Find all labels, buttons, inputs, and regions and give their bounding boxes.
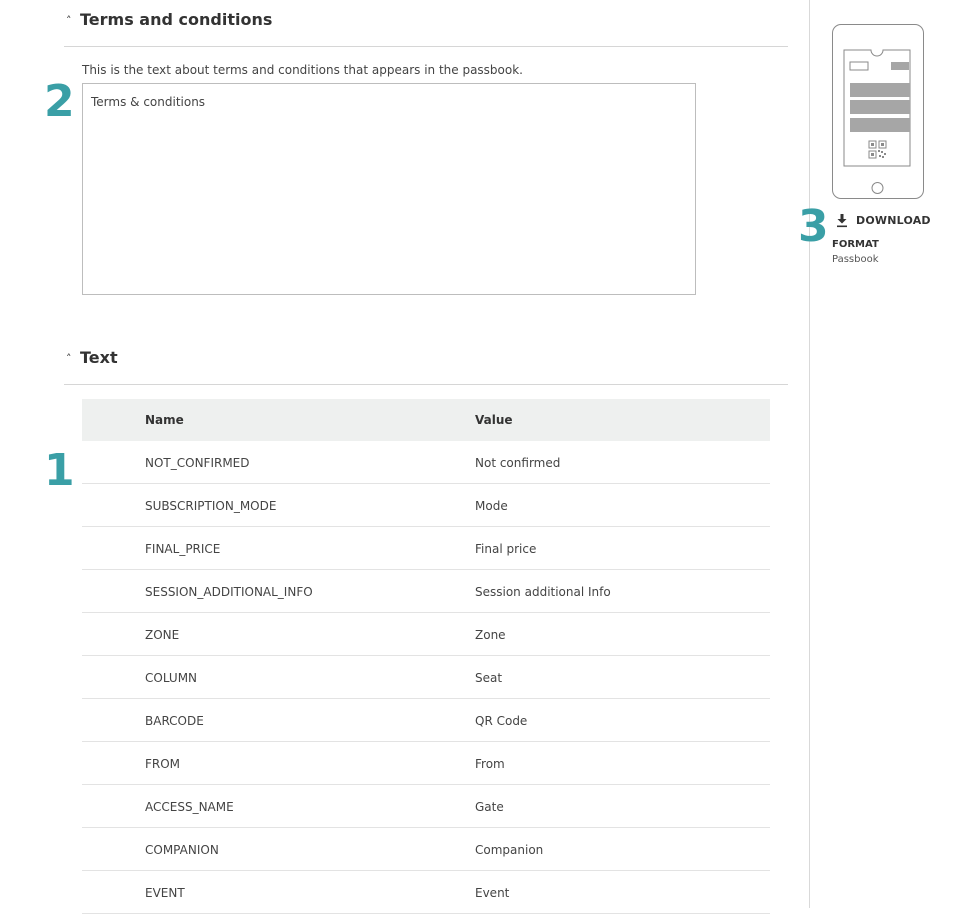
row-value: Mode bbox=[475, 499, 508, 513]
table-row[interactable] bbox=[82, 613, 770, 656]
format-value: Passbook bbox=[832, 254, 879, 265]
terms-section-title: Terms and conditions bbox=[80, 10, 273, 29]
row-value: QR Code bbox=[475, 714, 528, 728]
table-row[interactable] bbox=[82, 484, 770, 527]
text-section-header[interactable] bbox=[64, 338, 788, 385]
row-name: BARCODE bbox=[145, 714, 204, 728]
row-name: FROM bbox=[145, 757, 181, 771]
row-name: SUBSCRIPTION_MODE bbox=[145, 499, 277, 513]
row-name: NOT_CONFIRMED bbox=[145, 456, 250, 470]
chevron-up-icon[interactable]: ˄ bbox=[66, 352, 72, 365]
terms-section-header[interactable] bbox=[64, 0, 788, 47]
table-row[interactable] bbox=[82, 570, 770, 613]
download-icon bbox=[836, 214, 848, 228]
row-value: Not confirmed bbox=[475, 456, 561, 470]
format-label: FORMAT bbox=[832, 239, 879, 250]
table-header bbox=[82, 399, 770, 441]
table-row[interactable] bbox=[82, 828, 770, 871]
row-value: Session additional Info bbox=[475, 585, 611, 599]
row-value: From bbox=[475, 757, 505, 771]
table-row[interactable] bbox=[82, 527, 770, 570]
terms-textarea[interactable] bbox=[82, 83, 696, 295]
row-value: Gate bbox=[475, 800, 504, 814]
table-row[interactable] bbox=[82, 742, 770, 785]
terms-description: This is the text about terms and conditions that appears in the passbook. bbox=[82, 63, 523, 77]
table-row[interactable] bbox=[82, 656, 770, 699]
marker-2: 2 bbox=[44, 76, 75, 127]
row-value: Final price bbox=[475, 542, 537, 556]
table-row[interactable] bbox=[82, 785, 770, 828]
table-row[interactable] bbox=[82, 441, 770, 484]
column-header-name: Name bbox=[145, 413, 184, 427]
row-value: Zone bbox=[475, 628, 506, 642]
marker-3: 3 bbox=[798, 201, 829, 252]
table-row[interactable] bbox=[82, 699, 770, 742]
text-section-title: Text bbox=[80, 348, 118, 367]
download-label: DOWNLOAD bbox=[856, 214, 931, 227]
marker-1: 1 bbox=[44, 445, 75, 496]
row-value: Event bbox=[475, 886, 510, 900]
column-header-value: Value bbox=[475, 413, 513, 427]
row-name: ACCESS_NAME bbox=[145, 800, 234, 814]
row-name: FINAL_PRICE bbox=[145, 542, 221, 556]
passbook-preview-graphic bbox=[833, 25, 922, 197]
row-value: Seat bbox=[475, 671, 503, 685]
text-table bbox=[82, 399, 770, 914]
row-name: EVENT bbox=[145, 886, 185, 900]
row-name: SESSION_ADDITIONAL_INFO bbox=[145, 585, 313, 599]
row-name: COMPANION bbox=[145, 843, 219, 857]
chevron-up-icon[interactable]: ˄ bbox=[66, 14, 72, 27]
row-name: COLUMN bbox=[145, 671, 198, 685]
row-value: Companion bbox=[475, 843, 544, 857]
row-name: ZONE bbox=[145, 628, 180, 642]
passbook-preview bbox=[832, 24, 924, 199]
